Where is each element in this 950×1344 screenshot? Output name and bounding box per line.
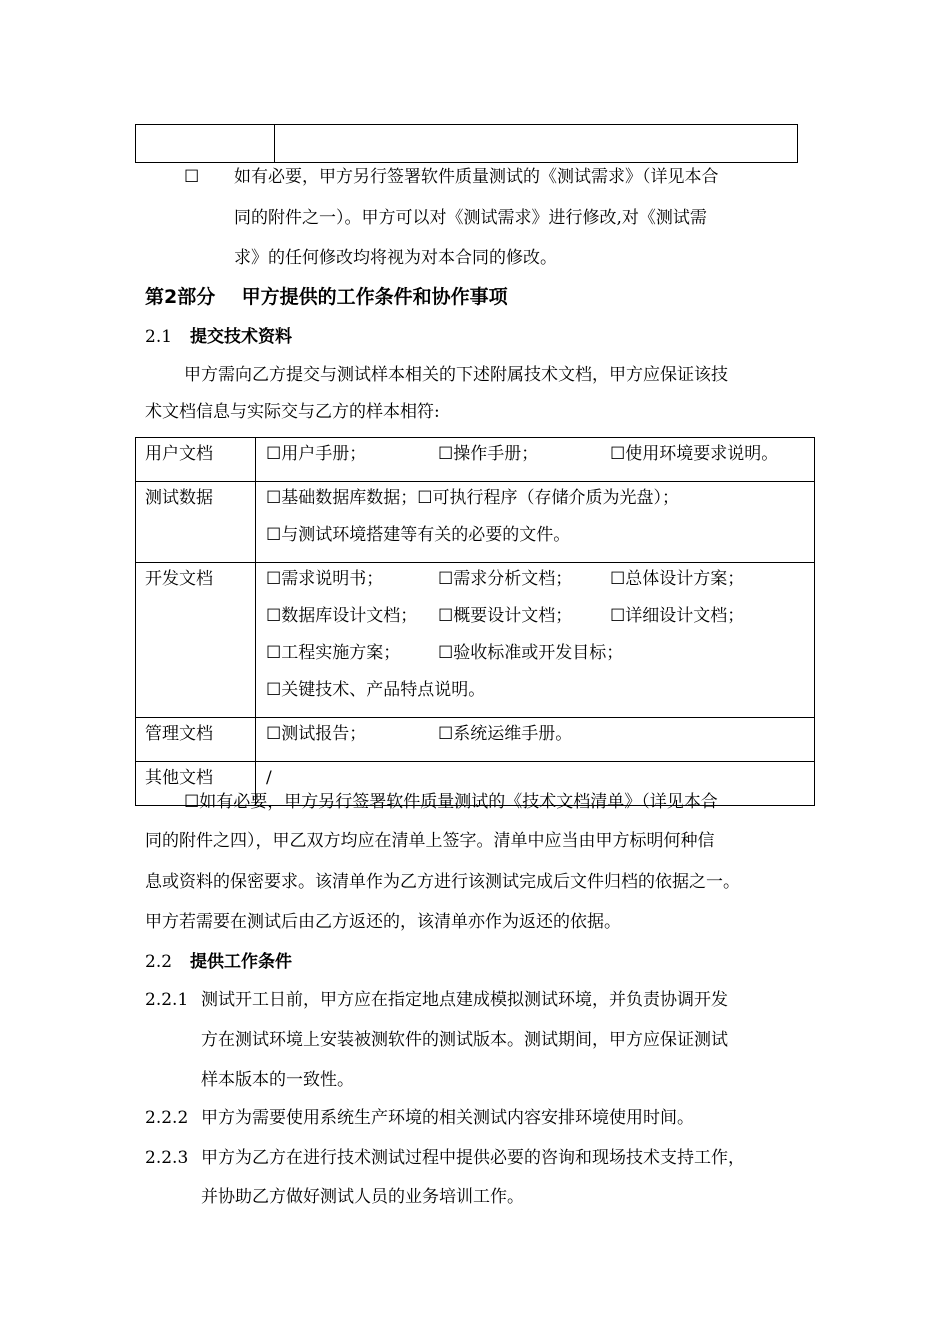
row-value <box>256 718 815 762</box>
note-line: 甲方若需要在测试后由乙方返还的，该清单亦作为返还的依据。 <box>145 912 621 932</box>
intro-line: 如有必要，甲方另行签署软件质量测试的《测试需求》（详见本合 <box>234 167 719 187</box>
checkbox-option[interactable]: ☐与测试环境搭建等有关的必要的文件。 <box>266 525 571 545</box>
row-value <box>256 563 815 718</box>
empty-cell <box>136 125 275 163</box>
section-title: 提供工作条件 <box>190 952 292 972</box>
item-number: 2.2.3 <box>145 1148 189 1168</box>
checkbox-option[interactable]: ☐工程实施方案； <box>266 643 401 663</box>
checkbox-option[interactable]: ☐基础数据库数据；☐可执行程序（存储介质为光盘）； <box>266 488 679 508</box>
checkbox-option[interactable]: ☐数据库设计文档； <box>266 606 418 626</box>
row-label: 其他文档 <box>136 762 256 806</box>
note-line: 息或资料的保密要求。该清单作为乙方进行该测试完成后文件归档的依据之一。 <box>145 872 740 892</box>
checkbox-option[interactable]: ☐关键技术、产品特点说明。 <box>266 680 486 700</box>
row-value <box>256 482 815 563</box>
intro-line: 求》的任何修改均将视为对本合同的修改。 <box>234 248 557 268</box>
section-number: 2.1 <box>145 327 173 347</box>
item-number: 2.2.1 <box>145 990 189 1010</box>
checkbox-option[interactable]: ☐总体设计方案； <box>610 569 745 589</box>
section-number: 2.2 <box>145 952 173 972</box>
checkbox-option[interactable]: ☐概要设计文档； <box>438 606 573 626</box>
row-value <box>256 438 815 482</box>
table-row <box>136 482 815 563</box>
item-line: 测试开工日前，甲方应在指定地点建成模拟测试环境，并负责协调开发 <box>201 990 728 1010</box>
table-row <box>136 563 815 718</box>
row-label: 测试数据 <box>136 482 256 563</box>
item-line: 方在测试环境上安装被测软件的测试版本。测试期间，甲方应保证测试 <box>201 1030 728 1050</box>
part-heading: 第2部分 甲方提供的工作条件和协作事项 <box>145 286 508 308</box>
continued-table <box>135 124 798 163</box>
row-label: 管理文档 <box>136 718 256 762</box>
item-line: 样本版本的一致性。 <box>201 1070 354 1090</box>
checkbox-option[interactable]: ☐测试报告； <box>266 724 367 744</box>
item-line: 甲方为需要使用系统生产环境的相关测试内容安排环境使用时间。 <box>201 1108 694 1128</box>
section-title: 提交技术资料 <box>190 327 292 347</box>
checkbox-option[interactable]: ☐操作手册； <box>438 444 539 464</box>
table-row <box>136 438 815 482</box>
documents-table <box>135 437 815 806</box>
note-line: ☐如有必要，甲方另行签署软件质量测试的《技术文档清单》（详见本合 <box>184 792 718 812</box>
checkbox-option[interactable]: ☐详细设计文档； <box>610 606 745 626</box>
item-number: 2.2.2 <box>145 1108 189 1128</box>
intro-line: 同的附件之一）。甲方可以对《测试需求》进行修改,对《测试需 <box>234 208 707 228</box>
row-label: 开发文档 <box>136 563 256 718</box>
row-text: / <box>266 768 272 788</box>
checkbox-option[interactable]: ☐用户手册； <box>266 444 367 464</box>
empty-cell <box>275 125 798 163</box>
table-row <box>136 718 815 762</box>
checkbox-option[interactable]: ☐需求分析文档； <box>438 569 573 589</box>
checkbox-option[interactable]: ☐使用环境要求说明。 <box>610 444 779 464</box>
item-line: 并协助乙方做好测试人员的业务培训工作。 <box>201 1187 524 1207</box>
item-line: 甲方为乙方在进行技术测试过程中提供必要的咨询和现场技术支持工作， <box>201 1148 745 1168</box>
checkbox-option[interactable]: ☐验收标准或开发目标； <box>438 643 624 663</box>
checkbox-option[interactable]: ☐需求说明书； <box>266 569 384 589</box>
body-line: 甲方需向乙方提交与测试样本相关的下述附属技术文档，甲方应保证该技 <box>184 365 728 385</box>
intro-checkbox[interactable]: ☐ <box>184 167 200 187</box>
note-line: 同的附件之四），甲乙双方均应在清单上签字。清单中应当由甲方标明何种信 <box>145 831 715 851</box>
checkbox-option[interactable]: ☐系统运维手册。 <box>438 724 573 744</box>
body-line: 术文档信息与实际交与乙方的样本相符: <box>145 402 440 422</box>
row-label: 用户文档 <box>136 438 256 482</box>
